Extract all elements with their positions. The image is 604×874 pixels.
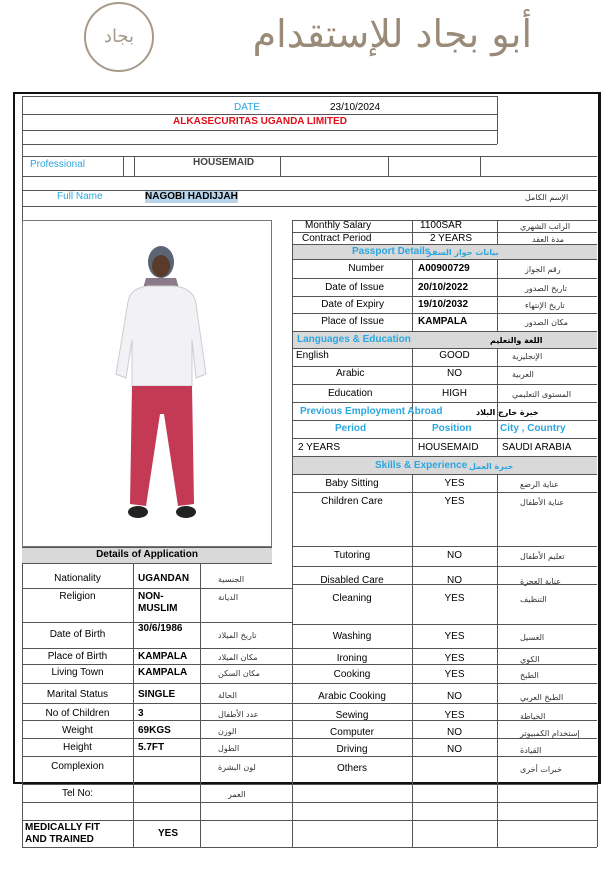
detail-row-ar: الديانة [218,593,239,602]
detail-row-ar: عدد الأطفال [218,710,259,719]
detail-row-value: NON- MUSLIM [138,591,178,614]
employment-country: SAUDI ARABIA [502,442,572,453]
detail-row-label: Height [63,742,92,753]
salary-value: 1100SAR [420,220,463,231]
skill-row-ar: الخياطة [520,712,546,721]
language-row-value: NO [447,368,462,379]
passport-row-label: Date of Expiry [321,299,384,310]
skill-row-label: Sewing [335,710,369,721]
applicant-photo [110,244,212,534]
passport-title: Passport Details [352,246,431,257]
skill-row-value: YES [444,631,465,642]
detail-row-ar: الجنسية [218,575,245,584]
skill-row-ar: القيادة [520,746,542,755]
detail-row-ar: الوزن [218,727,237,736]
skill-row-ar: عناية العجزة [520,577,561,586]
profession-label: Professional [30,159,86,170]
date-value: 23/10/2024 [330,102,381,113]
skill-row-value: YES [444,669,465,680]
skill-row-ar: الطبخ العربي [520,693,564,702]
passport-row-label: Number [348,263,384,274]
country-header: City , Country [500,423,566,434]
skill-row-value: YES [444,593,465,604]
detail-row-value: KAMPALA [138,667,188,678]
language-row-label: Education [328,388,373,399]
salary-ar: الراتب الشهري [520,222,571,231]
contract-ar: مدة العقد [532,235,564,244]
outer-frame-right [598,92,601,784]
skill-row-value: YES [444,496,465,507]
detail-row-label: Place of Birth [47,651,108,662]
skill-row-label: Driving [336,744,368,755]
language-row-value: HIGH [442,388,467,399]
medical-value: YES [158,828,179,839]
contract-label: Contract Period [302,233,372,244]
skill-row-label: Computer [330,727,374,738]
employment-period: 2 YEARS [298,442,341,453]
detail-row-label: Complexion [51,761,104,772]
passport-row-value: A00900729 [418,263,470,274]
detail-row-label: Nationality [54,573,101,584]
detail-row-label: Religion [59,591,96,602]
detail-row-label: Marital Status [46,689,109,700]
language-row-ar: الإنجليزية [512,352,543,361]
tel-label: Tel No: [61,788,94,799]
employment-title-ar: خبرة خارج البلاد [476,408,539,417]
skill-row-value: YES [444,653,465,664]
skill-row-value: YES [444,710,465,721]
detail-row-ar: مكان السكن [218,669,260,678]
detail-row-ar: تاريخ الميلاد [218,631,257,640]
skills-title: Skills & Experience [375,460,468,471]
detail-row-label: Weight [62,725,93,736]
skill-row-label: Tutoring [333,550,371,561]
skill-row-ar: الغسيل [520,633,545,642]
age-ar: العمر [228,790,246,799]
employment-position: HOUSEMAID [418,442,479,453]
fullname-label: Full Name [57,191,103,202]
passport-row-label: Place of Issue [321,316,384,327]
skill-row-value: NO [447,550,462,561]
detail-row-ar: لون البشرة [218,763,256,772]
logo-mark: بجاد [103,26,135,47]
detail-row-value: KAMPALA [138,651,188,662]
detail-row-value: 3 [138,708,144,719]
skill-row-label: Cleaning [332,593,372,604]
passport-row-ar: رقم الجواز [525,265,561,274]
skill-row-label: Ironing [336,653,368,664]
skill-row-ar: عناية الرضع [520,480,559,489]
passport-row-value: 20/10/2022 [418,282,469,293]
date-label: DATE [234,102,260,113]
languages-title-ar: اللغة والتعليم [490,336,543,345]
detail-row-ar: الطول [218,744,240,753]
passport-row-value: 19/10/2032 [418,299,469,310]
skill-row-ar: تعليم الأطفال [520,552,565,561]
passport-row-label: Date of Issue [325,282,384,293]
detail-row-ar: الحالة [218,691,237,700]
skill-row-ar: خبرات أخرى [520,765,562,774]
period-header: Period [335,423,367,434]
detail-row-label: Date of Birth [49,629,106,640]
profession-value: HOUSEMAID [193,157,255,168]
skill-row-label: Children Care [321,496,383,507]
skill-row-value: NO [447,744,462,755]
skill-row-label: Arabic Cooking [318,691,386,702]
language-row-value: GOOD [439,350,470,361]
skill-row-ar: عناية الأطفال [520,498,565,507]
details-title: Details of Application [96,549,198,560]
skill-row-ar: إستخدام الكمبيوتر [520,729,580,738]
employment-title: Previous Employment Abroad [300,406,443,417]
company-logo [84,2,154,72]
passport-row-ar: تاريخ الصدور [525,284,567,293]
skills-title-ar: خبرة العمل [469,462,514,471]
languages-title: Languages & Education [297,334,411,345]
detail-row-ar: مكان الميلاد [218,653,258,662]
fullname-value: NAGOBI HADIJJAH [145,191,238,202]
passport-row-value: KAMPALA [418,316,468,327]
detail-row-value: SINGLE [138,689,176,700]
detail-row-value: 30/6/1986 [138,623,183,634]
skill-row-label: Baby Sitting [325,478,379,489]
detail-row-value: UGANDAN [138,573,190,584]
skill-row-ar: التنظيف [520,595,547,604]
medical-label: MEDICALLY FIT AND TRAINED [25,822,101,845]
passport-title-ar: بيانات جواز السفر [427,248,499,257]
position-header: Position [432,423,472,434]
company-name-ar: أبو بجاد للإستقدام [252,12,532,56]
language-row-label: English [296,350,329,361]
agency-name: ALKASECURITAS UGANDA LIMITED [173,116,347,127]
skill-row-value: NO [447,575,462,586]
skill-row-label: Others [336,763,367,774]
skill-row-ar: الطبخ [520,671,539,680]
contract-value: 2 YEARS [430,233,473,244]
language-row-ar: المستوى التعليمي [512,390,572,399]
skill-row-value: NO [447,727,462,738]
skill-row-ar: الكوي [520,655,540,664]
passport-row-ar: مكان الصدور [525,318,569,327]
skill-row-value: YES [444,478,465,489]
skill-row-value: NO [447,691,462,702]
salary-label: Monthly Salary [305,220,372,231]
detail-row-label: No of Children [45,708,110,719]
passport-row-ar: تاريخ الإنتهاء [525,301,565,310]
detail-row-label: Living Town [51,667,104,678]
detail-row-value: 5.7FT [138,742,165,753]
skill-row-label: Disabled Care [320,575,384,586]
skill-row-label: Washing [332,631,372,642]
skill-row-label: Cooking [333,669,371,680]
detail-row-value: 69KGS [138,725,171,736]
language-row-ar: العربية [512,370,534,379]
fullname-ar: الإسم الكامل [525,193,569,202]
language-row-label: Arabic [336,368,365,379]
